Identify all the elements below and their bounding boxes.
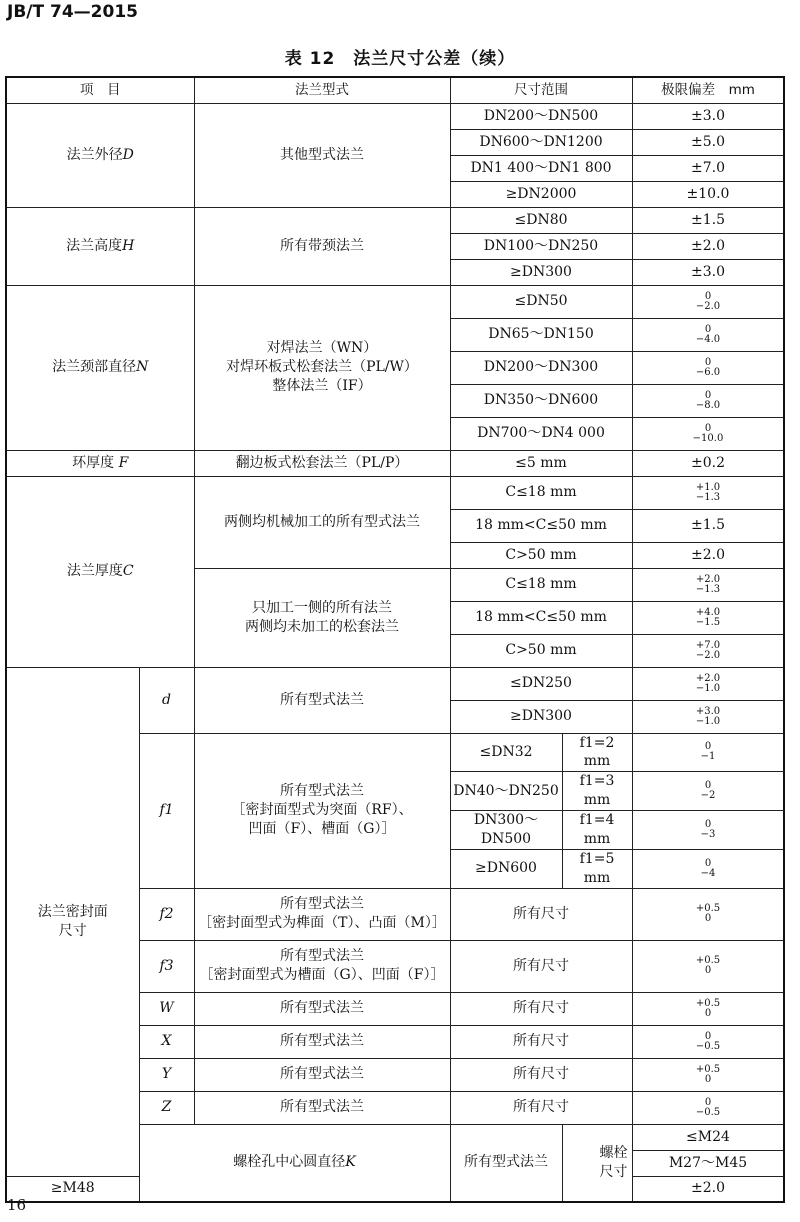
range-cell: ≤DN32 [450,733,562,772]
sub-item-x: X [139,1025,194,1058]
type-cell: 对焊法兰（WN） 对焊环板式松套法兰（PL/W） 整体法兰（IF） [194,285,450,450]
type-cell: 所有型式法兰 [194,667,450,733]
tolerance-cell: +0.5 0 [632,940,784,992]
range-cell: DN40～DN250 [450,772,562,811]
sub-item-z: Z [139,1091,194,1124]
f1-value-cell: f1=4 mm [562,811,632,850]
header-range: 尺寸范围 [450,77,632,103]
tolerance-cell: ±2.0 [632,233,784,259]
range-cell: DN65～DN150 [450,318,632,351]
range-cell: DN350～DN600 [450,384,632,417]
header-item: 项 目 [6,77,194,103]
tolerance-cell: +4.0 −1.5 [632,601,784,634]
type-cell: 所有型式法兰 [194,1091,450,1124]
table-row [6,450,784,476]
range-cell: ≥DN2000 [450,181,632,207]
f1-value-cell: f1=2 mm [562,733,632,772]
item-flange-thickness: 法兰厚度C [6,476,194,667]
item-neck-diameter: 法兰颈部直径N [6,285,194,450]
type-cell: 所有型式法兰 ［密封面型式为榫面（T）、凸面（M）］ [194,888,450,940]
range-cell: DN700～DN4 000 [450,417,632,450]
f1-value-cell: f1=3 mm [562,772,632,811]
range-cell: ≤M24 [632,1124,784,1150]
tolerance-cell: 0 −4 [632,849,784,888]
range-cell: C≤18 mm [450,568,632,601]
header-tolerance: 极限偏差 mm [632,77,784,103]
range-cell: 所有尺寸 [450,1091,632,1124]
tolerance-cell: ±3.0 [632,103,784,129]
flange-tolerance-table [5,76,785,1203]
sub-item-f2: f2 [139,888,194,940]
tolerance-cell: +0.5 0 [632,888,784,940]
tolerance-cell: ±10.0 [632,181,784,207]
sub-item-f3: f3 [139,940,194,992]
tolerance-cell: 0 −3 [632,811,784,850]
table-row [6,103,784,129]
range-cell: C>50 mm [450,542,632,568]
tolerance-cell: 0 −8.0 [632,384,784,417]
range-cell: ≥DN300 [450,259,632,285]
tolerance-cell: 0 −0.5 [632,1091,784,1124]
header-type: 法兰型式 [194,77,450,103]
type-cell: 其他型式法兰 [194,103,450,207]
range-cell: ≤DN250 [450,667,632,700]
range-cell: 所有尺寸 [450,888,632,940]
type-cell: 所有型式法兰 [194,992,450,1025]
item-height: 法兰高度H [6,207,194,285]
f1-value-cell: f1=5 mm [562,849,632,888]
range-cell: ≥DN300 [450,700,632,733]
range-cell: DN600～DN1200 [450,129,632,155]
range-cell: ≤5 mm [450,450,632,476]
tolerance-cell: 0 −6.0 [632,351,784,384]
table-row [6,285,784,318]
item-ring-thickness: 环厚度 F [6,450,194,476]
range-cell: 所有尺寸 [450,940,632,992]
tolerance-cell: +2.0 −1.3 [632,568,784,601]
item-bolt-circle: 螺栓孔中心圆直径K [139,1124,450,1202]
tolerance-cell: 0 −0.5 [632,1025,784,1058]
range-cell: M27～M45 [632,1150,784,1176]
type-cell: 所有带颈法兰 [194,207,450,285]
tolerance-cell: +2.0 −1.0 [632,667,784,700]
range-cell: ≤DN80 [450,207,632,233]
type-cell: 所有型式法兰 ［密封面型式为槽面（G）、凹面（F）］ [194,940,450,992]
tolerance-cell: ±3.0 [632,259,784,285]
tolerance-cell: ±1.5 [632,509,784,542]
tolerance-cell: +7.0 −2.0 [632,634,784,667]
table-row [6,476,784,509]
type-cell: 翻边板式松套法兰（PL/P） [194,450,450,476]
item-sealing-face: 法兰密封面 尺寸 [6,667,139,1176]
table-row [6,207,784,233]
tolerance-cell: +0.5 0 [632,1058,784,1091]
sub-item-w: W [139,992,194,1025]
tolerance-cell: 0 −1 [632,733,784,772]
range-cell: 所有尺寸 [450,992,632,1025]
header-row [6,77,784,103]
page-number: 16 [7,1196,27,1214]
type-cell: 所有型式法兰 ［密封面型式为突面（RF）、 凹面（F）、槽面（G）］ [194,733,450,888]
range-cell: ≥M48 [6,1176,139,1202]
bolt-size-label: 螺栓 尺寸 [562,1124,632,1202]
type-cell: 所有型式法兰 [194,1058,450,1091]
range-cell: DN300～DN500 [450,811,562,850]
range-cell: ≥DN600 [450,849,562,888]
range-cell: 所有尺寸 [450,1058,632,1091]
range-cell: 18 mm<C≤50 mm [450,509,632,542]
tolerance-cell: 0 −10.0 [632,417,784,450]
range-cell: C≤18 mm [450,476,632,509]
tolerance-cell: 0 −2 [632,772,784,811]
sub-item-y: Y [139,1058,194,1091]
standard-code: JB/T 74—2015 [7,2,138,22]
sub-item-f1: f1 [139,733,194,888]
table-row [6,667,784,700]
range-cell: 所有尺寸 [450,1025,632,1058]
range-cell: DN100～DN250 [450,233,632,259]
tolerance-cell: +0.5 0 [632,992,784,1025]
range-cell: DN200～DN300 [450,351,632,384]
tolerance-cell: ±2.0 [632,1176,784,1202]
tolerance-cell: ±5.0 [632,129,784,155]
sub-item-d: d [139,667,194,733]
range-cell: DN200～DN500 [450,103,632,129]
range-cell: DN1 400～DN1 800 [450,155,632,181]
range-cell: ≤DN50 [450,285,632,318]
range-cell: 18 mm<C≤50 mm [450,601,632,634]
tolerance-cell: 0 −4.0 [632,318,784,351]
type-cell: 所有型式法兰 [194,1025,450,1058]
type-cell: 所有型式法兰 [450,1124,562,1202]
type-cell: 只加工一侧的所有法兰 两侧均未加工的松套法兰 [194,568,450,667]
tolerance-cell: +3.0 −1.0 [632,700,784,733]
tolerance-cell: ±7.0 [632,155,784,181]
item-outer-diameter: 法兰外径D [6,103,194,207]
table-title: 表 12 法兰尺寸公差（续） [284,49,516,69]
tolerance-cell: +1.0 −1.3 [632,476,784,509]
tolerance-cell: ±2.0 [632,542,784,568]
range-cell: C>50 mm [450,634,632,667]
tolerance-cell: ±1.5 [632,207,784,233]
type-cell: 两侧均机械加工的所有型式法兰 [194,476,450,568]
tolerance-cell: ±0.2 [632,450,784,476]
tolerance-cell: 0 −2.0 [632,285,784,318]
